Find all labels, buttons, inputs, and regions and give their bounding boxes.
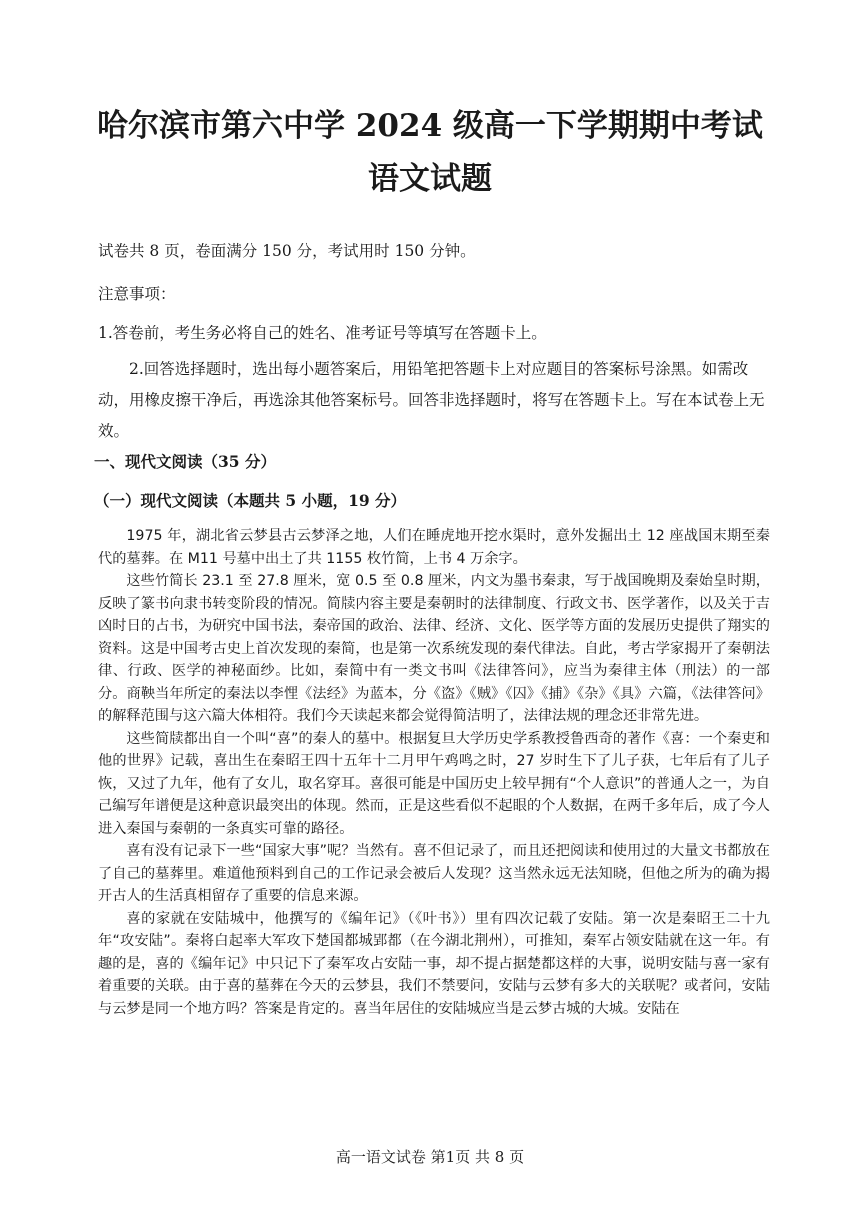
notice-item-2: 2.回答选择题时，选出每小题答案后，用铅笔把答题卡上对应题目的答案标号涂黑。如需改动，用橡皮擦干净后，再选涂其他答案标号。回答非选择题时，将写在答题卡上。写在本试卷上无效。 bbox=[98, 360, 765, 440]
section-heading: 一、现代文阅读（35 分） bbox=[94, 452, 276, 471]
notice-heading: 注意事项： bbox=[98, 285, 176, 303]
exam-subtitle: 语文试题 bbox=[368, 161, 492, 197]
passage-paragraph: 喜的家就在安陆城中，他撰写的《编年记》（《叶书》）里有四次记载了安陆。第一次是秦昭王二十九年“攻安陆”。秦将白起率大军攻下楚国都城郢都（在今湖北荆州），可推知，秦军占领安陆就在这一年。有趣的是，喜的《编年记》中只记下了秦军攻占安陆一事，却不提占据楚都这样的大事，说明安陆与喜一家有着重要的关联。由于喜的墓葬在今天的云梦县，我们不禁要问，安陆与云梦有多大的关联呢？或者问，安陆与云梦是同一个地方吗？答案是肯定的。喜当年居住的安陆城应当是云梦古城的大城。安陆在 bbox=[98, 910, 770, 1017]
exam-info: 试卷共 8 页，卷面满分 150 分，考试用时 150 分钟。 bbox=[98, 242, 476, 260]
reading-passage bbox=[98, 525, 770, 1020]
passage-paragraph: 这些简牍都出自一个叫“喜”的秦人的墓中。根据复旦大学历史学系教授鲁西奇的著作《喜：一个秦吏和他的世界》记载，喜出生在秦昭王四十五年十二月甲午鸡鸣之时，27 岁时生下了儿子获，七年后有了儿子恢，又过了九年，他有了女儿，取名穿耳。喜很可能是中国历史上较早拥有“个人意识”的普通人之一，为自己编写年谱便是这种意识最突出的体现。然而，正是这些看似不起眼的个人数据，在两千多年后，成了今人进入秦国与秦朝的一条真实可靠的路径。 bbox=[98, 730, 770, 837]
notice-item-1: 1.答卷前，考生务必将自己的姓名、准考证号等填写在答题卡上。 bbox=[98, 324, 547, 342]
passage-paragraph: 这些竹简长 23.1 至 27.8 厘米，宽 0.5 至 0.8 厘米，内文为墨书秦隶，写于战国晚期及秦始皇时期，反映了篆书向隶书转变阶段的情况。简牍内容主要是秦朝时的法律制度、行政文书、医学著作，以及关于吉凶时日的占书，为研究中国书法，秦帝国的政治、法律、经济、文化、医学等方面的发展历史提供了翔实的资料。这是中国考古史上首次发现的秦简，也是第一次系统发现的秦代律法。自此，考古学家揭开了秦朝法律、行政、医学的神秘面纱。比如，秦简中有一类文书叫《法律答问》，应当为秦律主体（刑法）的一部分。商鞅当年所定的秦法以李悝《法经》为蓝本，分《盗》《贼》《囚》《捕》《杂》《具》六篇，《法律答问》的解释范围与这六篇大体相符。我们今天读起来都会觉得简洁明了，法律法规的理念还非常先进。 bbox=[98, 573, 770, 724]
subsection-heading: （一）现代文阅读（本题共 5 小题，19 分） bbox=[94, 491, 407, 510]
page-footer: 高一语文试卷 第1页 共 8 页 bbox=[335, 1148, 525, 1166]
exam-title: 哈尔滨市第六中学 2024 级高一下学期期中考试 bbox=[97, 108, 763, 144]
passage-paragraph: 1975 年，湖北省云梦县古云梦泽之地，人们在睡虎地开挖水渠时，意外发掘出土 12 座战国末期至秦代的墓葬。在 M11 号墓中出土了共 1155 枚竹简，上书 4 万余字。 bbox=[98, 528, 770, 567]
passage-paragraph: 喜有没有记录下一些“国家大事”呢？当然有。喜不但记录了，而且还把阅读和使用过的大量文书都放在了自己的墓葬里。难道他预料到自己的工作记录会被后人发现？这当然永远无法知晓，但他之所为的确为揭开古人的生活真相留存了重要的信息来源。 bbox=[98, 843, 770, 904]
